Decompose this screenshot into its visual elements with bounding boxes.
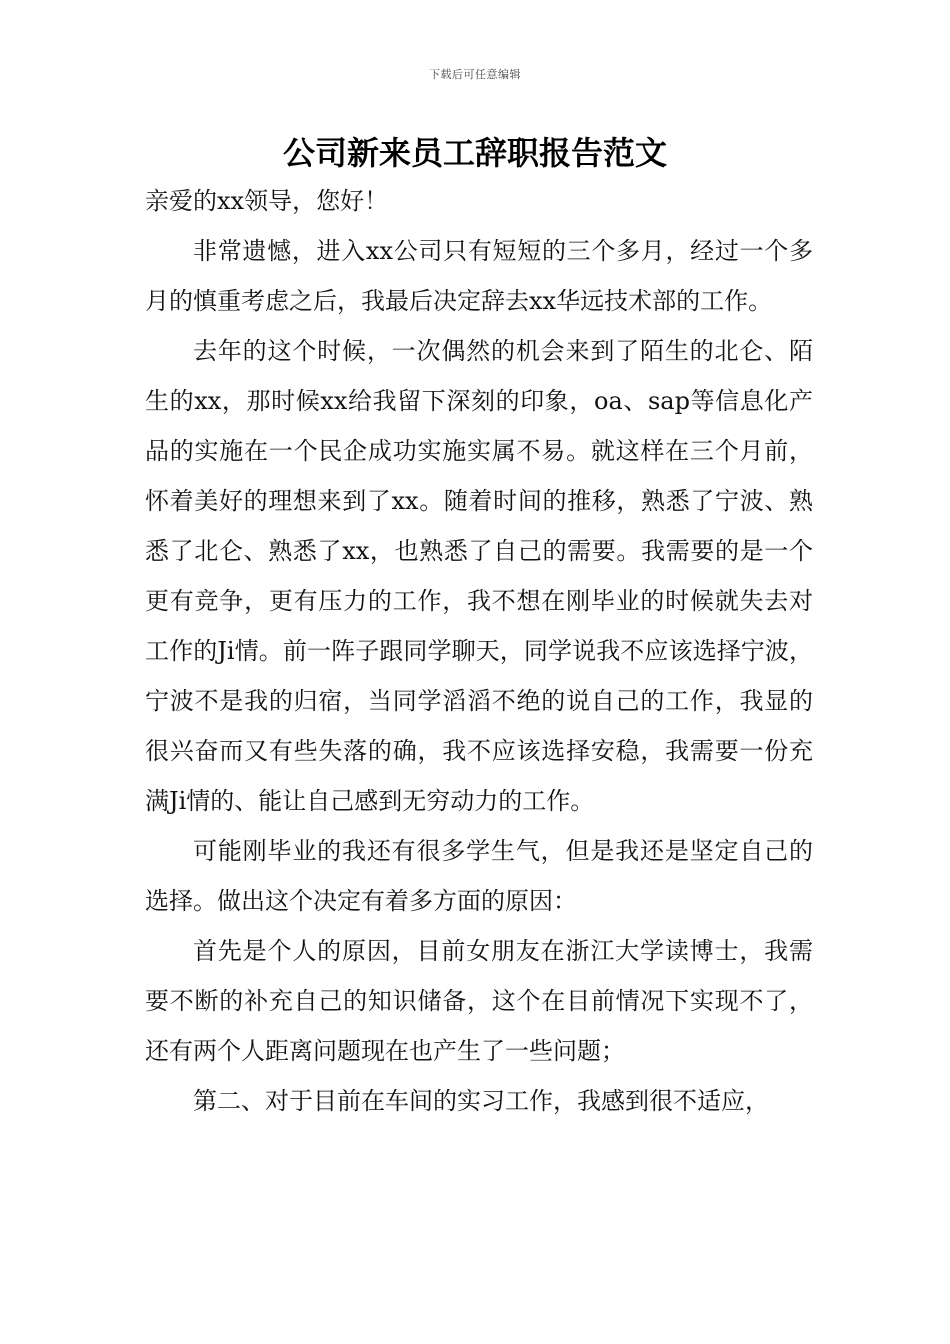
letter-body — [145, 176, 813, 1126]
document-title: 公司新来员工辞职报告范文 — [282, 134, 667, 172]
header-note: 下载后可任意编辑 — [429, 68, 521, 81]
paragraph-3: 可能刚毕业的我还有很多学生气，但是我还是坚定自己的选择。做出这个决定有着多方面的原因： — [145, 837, 813, 915]
paragraph-1: 非常遗憾，进入xx公司只有短短的三个多月，经过一个多月的慎重考虑之后，我最后决定辞去xx华远技术部的工作。 — [145, 237, 813, 315]
salutation: 亲爱的xx领导，您好！ — [145, 187, 389, 215]
paragraph-2: 去年的这个时候，一次偶然的机会来到了陌生的北仑、陌生的xx，那时候xx给我留下深刻的印象，oa、sap等信息化产品的实施在一个民企成功实施实属不易。就这样在三个月前，怀着美好的理想来到了xx。随着时间的推移，熟悉了宁波、熟悉了北仑、熟悉了xx，也熟悉了自己的需要。我需要的是一个更有竞争，更有压力的工作，我不想在刚毕业的时候就失去对工作的Ji情。前一阵子跟同学聊天，同学说我不应该选择宁波，宁波不是我的归宿，当同学滔滔不绝的说自己的工作，我显的很兴奋而又有些失落的确，我不应该选择安稳，我需要一份充满Ji情的、能让自己感到无穷动力的工作。 — [145, 337, 813, 815]
paragraph-5: 第二、对于目前在车间的实习工作，我感到很不适应， — [193, 1087, 769, 1115]
paragraph-4: 首先是个人的原因，目前女朋友在浙江大学读博士，我需要不断的补充自己的知识储备，这个在目前情况下实现不了，还有两个人距离问题现在也产生了一些问题； — [145, 937, 813, 1065]
